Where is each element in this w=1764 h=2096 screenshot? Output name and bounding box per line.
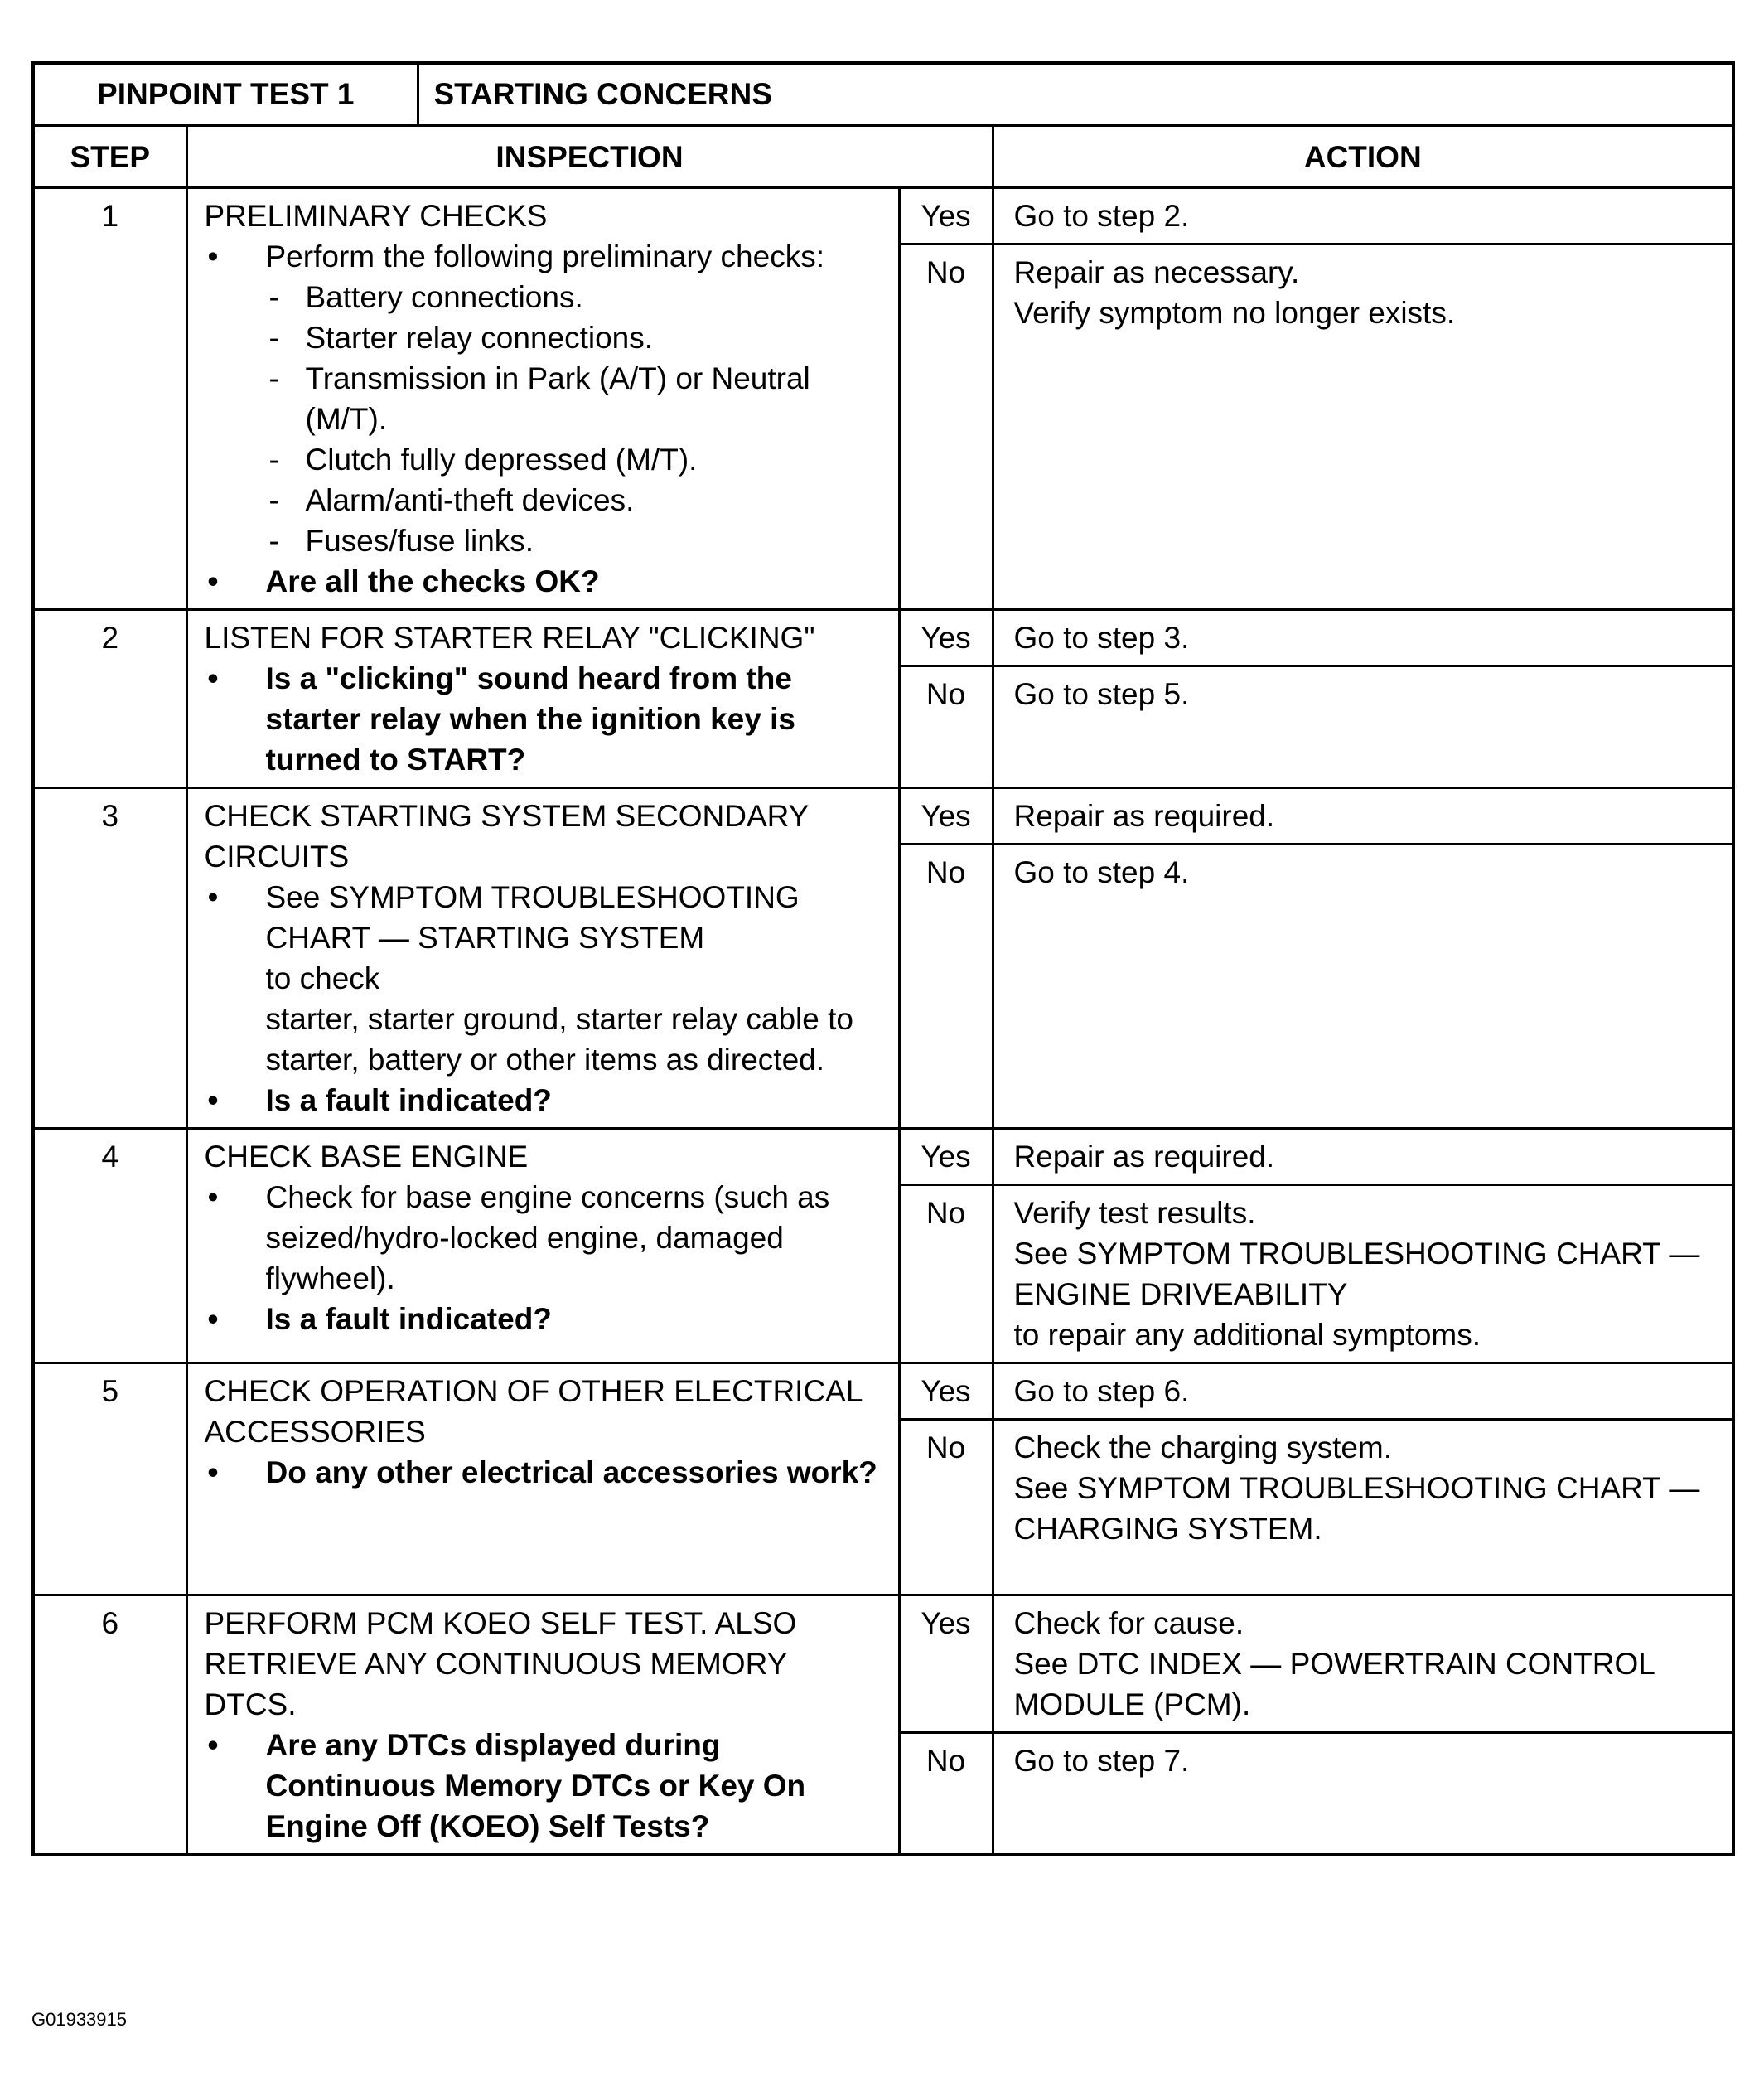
step-title: PRELIMINARY CHECKS — [204, 199, 548, 233]
step-title: CHECK OPERATION OF OTHER ELECTRICAL ACCESSORIES — [204, 1374, 863, 1449]
no-label: No — [899, 845, 993, 1129]
step-number: 2 — [33, 610, 186, 788]
step-title: CHECK BASE ENGINE — [204, 1140, 529, 1174]
yes-label: Yes — [899, 1129, 993, 1185]
step-title: LISTEN FOR STARTER RELAY "CLICKING" — [204, 621, 815, 655]
question-item: • Is a fault indicated? — [205, 1299, 883, 1339]
no-action: Go to step 4. — [993, 845, 1733, 1129]
bullet-item: • Check for base engine concerns (such as seized/hydro-locked engine, damaged flywheel). — [205, 1177, 883, 1299]
sub-item: - Clutch fully depressed (M/T). — [266, 439, 883, 480]
sub-item: - Starter relay connections. — [266, 317, 883, 358]
yes-label: Yes — [899, 610, 993, 666]
col-header-action: ACTION — [993, 126, 1733, 188]
yes-action — [993, 1595, 1733, 1733]
column-header-row — [33, 126, 1733, 188]
yes-action: Go to step 2. — [993, 188, 1733, 244]
no-label: No — [899, 244, 993, 610]
step-number: 6 — [33, 1595, 186, 1856]
no-action — [993, 1420, 1733, 1595]
yes-action: Go to step 6. — [993, 1363, 1733, 1420]
step-row — [33, 1595, 1733, 1733]
action-line: See SYMPTOM TROUBLESHOOTING CHART — CHARGING SYSTEM. — [1013, 1471, 1700, 1546]
question-item: • Do any other electrical accessories work? — [205, 1452, 883, 1493]
inspection-cell — [186, 1363, 899, 1595]
action-line: See DTC INDEX — POWERTRAIN CONTROL MODULE (PCM). — [1013, 1647, 1655, 1721]
yes-label: Yes — [899, 1595, 993, 1733]
action-line: to repair any additional symptoms. — [1013, 1318, 1481, 1352]
action-line: Check the charging system. — [1013, 1430, 1393, 1464]
sub-item: - Battery connections. — [266, 277, 883, 317]
figure-id: G01933915 — [31, 2009, 127, 2030]
yes-action: Repair as required. — [993, 1129, 1733, 1185]
inspection-cell — [186, 188, 899, 610]
yes-label: Yes — [899, 1363, 993, 1420]
sub-item: - Alarm/anti-theft devices. — [266, 480, 883, 520]
step-number: 3 — [33, 788, 186, 1129]
action-line: Verify symptom no longer exists. — [1013, 296, 1456, 330]
inspection-cell — [186, 1129, 899, 1363]
action-line: Repair as necessary. — [1013, 255, 1300, 289]
action-line: See SYMPTOM TROUBLESHOOTING CHART — ENGINE DRIVEABILITY — [1013, 1237, 1700, 1311]
pinpoint-test-table — [31, 61, 1735, 1856]
col-header-inspection: INSPECTION — [186, 126, 993, 188]
question-item: • Is a fault indicated? — [205, 1080, 883, 1121]
no-label: No — [899, 1420, 993, 1595]
no-action — [993, 244, 1733, 610]
action-line: Check for cause. — [1013, 1606, 1244, 1640]
bullet-line: • See SYMPTOM TROUBLESHOOTING CHART — STARTING SYSTEM — [265, 880, 800, 955]
inspection-cell — [186, 788, 899, 1129]
inspection-cell — [186, 1595, 899, 1856]
step-row — [33, 788, 1733, 845]
no-action: Go to step 5. — [993, 666, 1733, 788]
bullet-item — [205, 877, 883, 1080]
no-action: Go to step 7. — [993, 1733, 1733, 1856]
bullet-line: to check — [265, 961, 380, 995]
step-row — [33, 610, 1733, 666]
step-number: 1 — [33, 188, 186, 610]
sub-item: - Transmission in Park (A/T) or Neutral (M/T). — [266, 358, 883, 439]
yes-label: Yes — [899, 788, 993, 845]
title-row — [33, 63, 1733, 126]
step-row — [33, 1129, 1733, 1185]
test-label: PINPOINT TEST 1 — [33, 63, 418, 126]
no-label: No — [899, 1185, 993, 1363]
question-item: • Is a "clicking" sound heard from the starter relay when the ignition key is turned to START? — [205, 658, 883, 780]
action-line: Verify test results. — [1013, 1196, 1256, 1230]
step-title: PERFORM PCM KOEO SELF TEST. ALSO RETRIEVE ANY CONTINUOUS MEMORY DTCS. — [204, 1606, 797, 1721]
test-title: STARTING CONCERNS — [418, 63, 1733, 126]
col-header-step: STEP — [33, 126, 186, 188]
step-row — [33, 1363, 1733, 1420]
step-number: 5 — [33, 1363, 186, 1595]
no-label: No — [899, 666, 993, 788]
question-item: • Are any DTCs displayed during Continuous Memory DTCs or Key On Engine Off (KOEO) Self Tests? — [205, 1725, 883, 1847]
bullet-item — [205, 236, 883, 561]
inspection-cell — [186, 610, 899, 788]
yes-action: Repair as required. — [993, 788, 1733, 845]
bullet-text: Perform the following preliminary checks: — [265, 240, 824, 273]
sub-item: - Fuses/fuse links. — [266, 520, 883, 561]
step-row — [33, 188, 1733, 244]
question-item: • Are all the checks OK? — [205, 561, 883, 602]
no-action — [993, 1185, 1733, 1363]
no-label: No — [899, 1733, 993, 1856]
step-number: 4 — [33, 1129, 186, 1363]
step-title: CHECK STARTING SYSTEM SECONDARY CIRCUITS — [204, 799, 809, 874]
yes-label: Yes — [899, 188, 993, 244]
yes-action: Go to step 3. — [993, 610, 1733, 666]
bullet-line: starter, starter ground, starter relay cable to starter, battery or other items as directed. — [265, 1002, 853, 1077]
